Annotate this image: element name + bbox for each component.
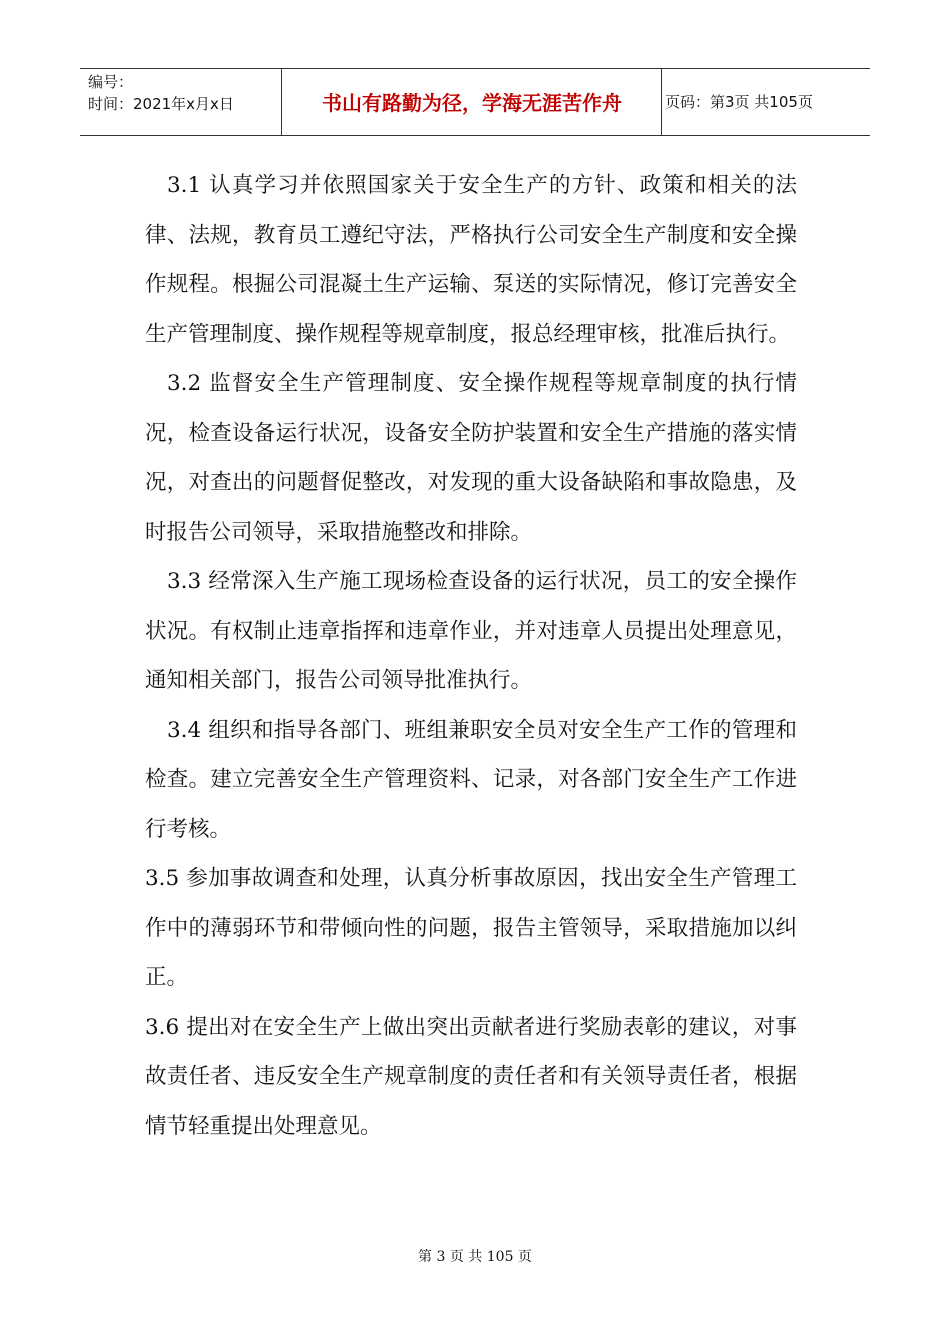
header-divider-right [661,69,662,135]
page-footer: 第 3 页 共 105 页 [418,1249,532,1265]
paragraph-3-5: 3.5 参加事故调查和处理，认真分析事故原因，找出安全生产管理工作中的薄弱环节和带倾向性的问题，报告主管领导，采取措施加以纠正。 [145,866,797,990]
header-page-info: 页码：第3页 共105页 [665,93,813,111]
header-divider-left [281,69,282,135]
page-header [80,68,870,136]
paragraph-3-6: 3.6 提出对在安全生产上做出突出贡献者进行奖励表彰的建议，对事故责任者、违反安全生产规章制度的责任者和有关领导责任者，根据情节轻重提出处理意见。 [145,1014,797,1139]
paragraph-3-3: 3.3 经常深入生产施工现场检查设备的运行状况，员工的安全操作状况。有权制止违章指挥和违章作业，并对违章人员提出处理意见，通知相关部门，报告公司领导批准执行。 [145,569,797,693]
header-motto: 书山有路勤为径，学海无涯苦作舟 [322,91,622,115]
paragraph-3-2: 3.2 监督安全生产管理制度、安全操作规程等规章制度的执行情况，检查设备运行状况，设备安全防护装置和安全生产措施的落实情况，对查出的问题督促整改，对发现的重大设备缺陷和事故隐患，及时报告公司领导，采取措施整改和排除。 [145,371,797,545]
header-meta [88,71,234,115]
paragraph-3-4: 3.4 组织和指导各部门、班组兼职安全员对安全生产工作的管理和检查。建立完善安全生产管理资料、记录，对各部门安全生产工作进行考核。 [145,717,797,842]
document-body [145,161,797,1151]
date-label: 时间：2021年x月x日 [88,95,234,113]
serial-number-label: 编号： [88,73,134,91]
paragraph-3-1: 3.1 认真学习并依照国家关于安全生产的方针、政策和相关的法律、法规，教育员工遵纪守法，严格执行公司安全生产制度和安全操作规程。根掘公司混凝土生产运输、泵送的实际情况，修订完善安全生产管理制度、操作规程等规章制度，报总经理审核，批准后执行。 [145,173,797,347]
